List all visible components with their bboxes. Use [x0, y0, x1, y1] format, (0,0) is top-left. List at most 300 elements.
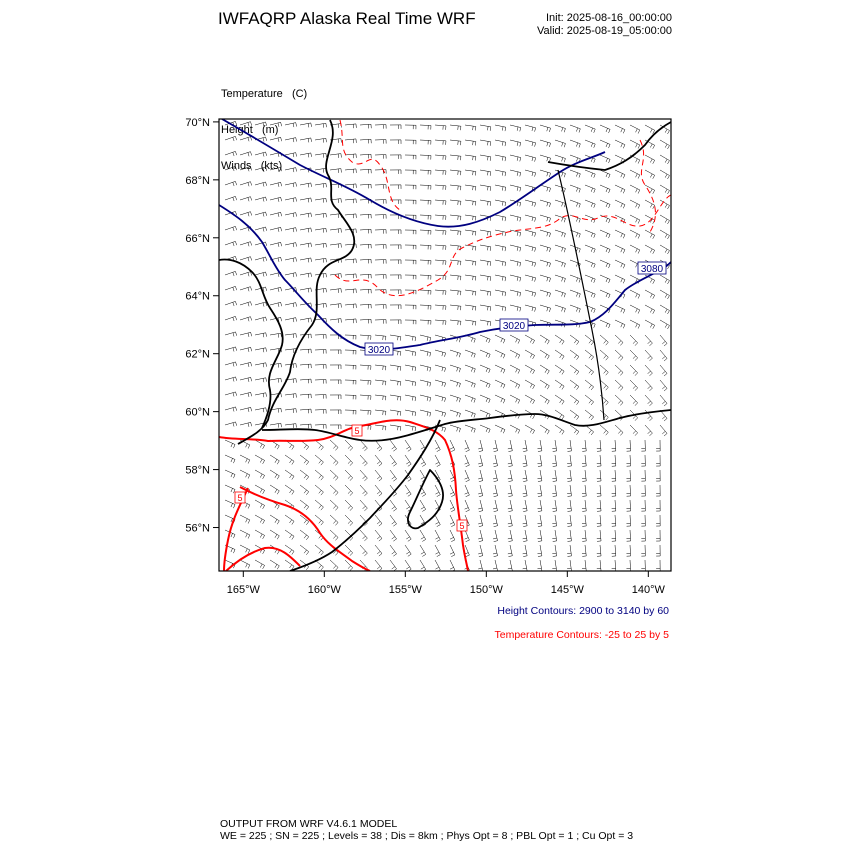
wind-barb	[570, 200, 580, 208]
wind-barb	[626, 515, 630, 526]
wind-barb	[615, 365, 623, 375]
wind-barb	[345, 395, 356, 399]
wind-barb	[330, 289, 341, 293]
wind-barb	[240, 362, 252, 367]
wind-barb	[656, 545, 660, 556]
lat-label: 58°N	[185, 464, 210, 477]
wind-barb	[270, 455, 279, 464]
wind-barb	[360, 139, 371, 143]
wind-barb	[330, 319, 341, 323]
wind-barb	[270, 197, 282, 202]
footer-line-2: WE = 225 ; SN = 225 ; Levels = 38 ; Dis = 8km ; Phys Opt = 8 ; PBL Opt = 1 ; Cu Opt = 3	[220, 830, 634, 842]
wind-barb	[450, 140, 461, 145]
wind-barb	[582, 545, 586, 556]
wind-barb	[315, 365, 326, 369]
wind-barb	[480, 185, 491, 191]
wind-barb	[300, 500, 309, 510]
wind-barb	[420, 230, 431, 235]
wind-barb	[345, 259, 356, 263]
wind-barb	[570, 155, 580, 163]
wind-barb	[315, 213, 326, 217]
model-footer	[220, 818, 633, 842]
wind-barb	[495, 275, 506, 281]
wind-barb	[630, 185, 640, 194]
wind-barb	[570, 140, 580, 148]
wind-barb	[300, 364, 311, 368]
wind-barb	[570, 425, 579, 435]
wind-barb	[630, 170, 640, 179]
wind-barb	[405, 335, 416, 341]
wind-barb	[390, 260, 401, 264]
wind-barb	[493, 530, 498, 542]
wind-barb	[375, 440, 382, 451]
wind-barb	[510, 365, 520, 374]
wind-barb	[570, 290, 580, 298]
wind-barb	[270, 137, 282, 142]
wind-barb	[508, 515, 512, 527]
wind-barb	[465, 230, 476, 235]
wind-barb	[345, 455, 353, 466]
wind-barb	[375, 320, 386, 324]
wind-barb	[285, 273, 297, 278]
wind-barb	[450, 380, 460, 387]
wind-barb	[450, 230, 461, 235]
wind-barb	[465, 410, 475, 418]
wind-barb	[225, 136, 237, 141]
wind-barbs	[225, 121, 670, 571]
wind-barb	[375, 305, 386, 309]
wind-barb	[255, 227, 267, 232]
wind-barb	[375, 260, 386, 264]
valid-time: Valid: 2025-08-19_05:00:00	[537, 25, 672, 37]
wind-barb	[630, 125, 640, 134]
wind-barb	[240, 392, 252, 397]
wind-barb	[465, 140, 476, 145]
wind-barb	[641, 530, 645, 541]
wind-barb	[585, 140, 595, 148]
wind-barb	[480, 155, 491, 161]
wind-barb	[420, 560, 426, 571]
wind-barb	[435, 545, 440, 557]
wind-barb	[300, 228, 312, 232]
wind-barb	[615, 125, 625, 133]
wind-barb	[360, 365, 371, 370]
wind-barb	[615, 275, 625, 283]
wind-barb	[345, 365, 356, 369]
wind-barb	[552, 560, 556, 571]
wind-barb	[567, 470, 571, 481]
wind-barb	[405, 155, 416, 159]
contour-labels	[235, 262, 666, 531]
wind-barb	[600, 245, 610, 253]
wind-barb	[405, 410, 416, 416]
wind-barb	[537, 455, 541, 467]
wind-barb	[508, 500, 512, 512]
wind-barb	[255, 302, 267, 307]
wind-barb	[330, 244, 341, 248]
wind-barb	[315, 123, 326, 127]
wind-barb	[645, 245, 655, 254]
wind-barb	[495, 170, 506, 176]
wind-barb	[285, 228, 297, 233]
wind-barb	[465, 365, 475, 373]
wind-barb	[240, 455, 250, 464]
wind-barb	[240, 332, 252, 337]
wind-barb	[390, 230, 401, 234]
wind-barb	[480, 395, 490, 403]
wind-barb	[390, 335, 401, 341]
wind-barb	[612, 455, 616, 466]
wind-barb	[225, 470, 235, 478]
wind-barb	[645, 290, 655, 299]
wind-barb	[330, 410, 341, 414]
wind-barb	[345, 169, 356, 173]
wind-barb	[585, 335, 594, 345]
wind-barb	[405, 395, 416, 401]
wind-barb	[660, 140, 670, 149]
wind-barb	[315, 425, 326, 429]
wind-barb	[255, 560, 265, 569]
wind-barb	[600, 185, 610, 193]
wind-barb	[330, 365, 341, 369]
wind-barb	[641, 470, 645, 481]
wind-barb	[465, 380, 475, 388]
wind-barb	[660, 380, 667, 391]
wind-barb	[570, 395, 579, 405]
wind-barb	[525, 170, 536, 177]
wind-barb	[435, 155, 446, 160]
wind-barb	[330, 455, 338, 465]
wind-barb	[330, 560, 338, 570]
wind-barb	[420, 410, 431, 416]
wind-barb	[600, 140, 610, 148]
wind-barb	[285, 138, 297, 143]
wind-barb	[478, 560, 483, 572]
temperature-contour-note: Temperature Contours: -25 to 25 by 5	[494, 629, 669, 641]
wind-barb	[555, 230, 565, 237]
wind-barb	[615, 335, 623, 345]
wind-barb	[645, 320, 655, 329]
wind-barb	[240, 560, 250, 569]
wind-barb	[585, 380, 594, 390]
wind-barb	[465, 485, 470, 497]
wind-barb	[630, 320, 640, 329]
wind-barb	[626, 500, 630, 511]
wind-barb	[450, 530, 455, 542]
wind-barb	[225, 485, 235, 493]
wind-barb	[255, 272, 267, 277]
wind-barb	[435, 305, 446, 310]
wind-barb	[537, 440, 541, 452]
wind-barb	[582, 440, 586, 451]
wind-barb	[375, 230, 386, 234]
wind-barb	[600, 320, 610, 328]
wind-barb	[255, 378, 267, 382]
wind-barb	[360, 410, 371, 415]
wind-barb	[300, 138, 312, 142]
wind-barb	[330, 304, 341, 308]
wind-barb	[435, 200, 446, 205]
wind-barb	[645, 155, 655, 164]
wind-barb	[540, 245, 551, 252]
wind-barb	[390, 500, 397, 511]
wind-barb	[240, 317, 252, 322]
wind-barb	[523, 500, 527, 512]
wind-barb	[300, 318, 312, 322]
wind-barb	[508, 485, 512, 497]
wind-barb	[510, 260, 521, 266]
wind-barb	[600, 335, 608, 345]
wind-barb	[405, 200, 416, 204]
wind-barb	[555, 365, 564, 374]
wind-barb	[570, 185, 580, 193]
wind-barb	[270, 470, 279, 479]
wind-barb	[570, 350, 579, 360]
wind-barb	[585, 125, 595, 133]
wind-barb	[645, 305, 655, 314]
wind-barb	[493, 470, 498, 482]
wind-barb	[597, 545, 601, 556]
wind-barb	[567, 545, 571, 556]
wind-barb	[600, 290, 610, 298]
wind-barb	[420, 275, 431, 280]
wind-barb	[330, 350, 341, 354]
wind-barb	[225, 166, 237, 171]
wind-barb	[390, 245, 401, 249]
wind-barb	[240, 287, 252, 292]
wind-barb	[315, 198, 326, 202]
lon-label: 145°W	[550, 584, 584, 596]
wind-barb	[465, 440, 470, 452]
wind-barb	[375, 545, 382, 556]
wind-barb	[270, 122, 282, 127]
wind-barb	[225, 377, 237, 382]
temp-contour-solid-south	[240, 487, 370, 571]
wind-barb	[375, 530, 382, 541]
wind-barb	[540, 125, 551, 132]
wind-barb	[480, 230, 491, 236]
wind-barb	[390, 515, 397, 526]
wind-barb	[525, 335, 535, 344]
wind-barb	[360, 530, 367, 541]
wind-barb	[537, 485, 541, 497]
wind-barb	[615, 425, 623, 435]
wind-barb	[360, 440, 367, 451]
islands-kodiak	[408, 470, 443, 528]
wind-barb	[315, 455, 323, 465]
wind-barb	[615, 245, 625, 253]
wind-barb	[510, 305, 521, 311]
wind-barb	[582, 470, 586, 481]
wind-barb	[225, 316, 237, 321]
wind-barb	[345, 139, 356, 143]
wind-barb	[478, 485, 483, 497]
wind-barb	[630, 395, 638, 406]
wind-barb	[537, 500, 541, 512]
coastlines	[219, 120, 671, 571]
wind-barb	[345, 410, 356, 414]
wind-barb	[540, 215, 551, 222]
wind-barb	[420, 200, 431, 205]
wind-barb	[420, 125, 431, 130]
field-height: Height (m)	[221, 124, 279, 136]
wind-barb	[255, 122, 267, 127]
wind-barb	[255, 515, 265, 524]
wind-barb	[300, 530, 309, 540]
wind-barb	[435, 170, 446, 175]
wind-barb	[510, 350, 520, 359]
height-label-2: 3020	[502, 321, 526, 332]
wind-barb	[480, 335, 490, 343]
wind-barb	[450, 305, 461, 310]
wind-barb	[375, 245, 386, 249]
wind-barb	[597, 440, 601, 451]
wind-barb	[480, 140, 491, 146]
wind-barb	[495, 395, 505, 403]
wind-barb	[480, 260, 491, 266]
wind-barb	[420, 530, 426, 541]
wind-barb	[420, 365, 431, 371]
wind-barb	[345, 380, 356, 384]
wind-barb	[626, 470, 630, 481]
wind-barb	[495, 185, 506, 191]
wind-barb	[495, 215, 506, 221]
wind-barb	[270, 485, 279, 494]
wind-barb	[478, 440, 483, 452]
wind-barb	[555, 140, 565, 147]
wind-barb	[300, 213, 312, 217]
height-label-3: 3020	[367, 345, 391, 356]
wind-barb	[270, 287, 282, 292]
wind-barb	[225, 241, 237, 246]
wind-barb	[240, 152, 252, 157]
wind-barb	[555, 320, 565, 327]
wind-barb	[405, 305, 416, 309]
wind-barb	[656, 560, 660, 571]
wind-barb	[645, 425, 652, 436]
wind-barb	[405, 530, 411, 541]
wind-barb	[612, 545, 616, 556]
wind-barb	[375, 215, 386, 219]
wind-barb	[405, 140, 416, 144]
wind-barb	[255, 500, 265, 509]
wind-barb	[480, 320, 491, 326]
wind-barb	[626, 545, 630, 556]
wind-barb	[630, 305, 640, 314]
wind-barb	[450, 545, 455, 557]
wind-barb	[405, 125, 416, 129]
wind-barb	[465, 530, 470, 542]
wind-barb	[555, 290, 565, 297]
wind-barb	[420, 395, 431, 401]
wind-barb	[626, 440, 630, 451]
wind-barb	[615, 185, 625, 193]
wind-barb	[552, 470, 556, 481]
wind-barb	[585, 305, 595, 313]
wind-barb	[315, 335, 326, 339]
wind-barb	[315, 168, 326, 172]
wind-barb	[375, 560, 382, 571]
wind-barb	[612, 440, 616, 451]
wind-barb	[600, 260, 610, 268]
wind-barb	[225, 347, 237, 352]
wind-barb	[660, 305, 670, 314]
plot-frame	[219, 119, 671, 571]
wind-barb	[540, 350, 549, 359]
wind-barb	[525, 155, 536, 162]
wind-barb	[645, 215, 655, 224]
wind-barb	[478, 455, 483, 467]
wind-barb	[555, 155, 565, 162]
wind-barb	[630, 365, 638, 376]
wind-barb	[315, 183, 326, 187]
wind-barb	[495, 155, 506, 161]
wind-barb	[420, 215, 431, 220]
wind-barb	[375, 485, 382, 496]
wind-barb	[525, 305, 536, 312]
wind-barb	[420, 245, 431, 250]
wind-barb	[525, 260, 536, 267]
wind-barb	[630, 245, 640, 254]
wind-barb	[540, 185, 551, 192]
wind-barb	[510, 125, 521, 131]
wind-barb	[450, 170, 461, 175]
wind-barb	[555, 200, 565, 207]
wind-barb	[478, 545, 483, 557]
wind-barb	[612, 515, 616, 526]
wind-barb	[465, 185, 476, 190]
wind-barb	[435, 350, 446, 357]
lat-label: 68°N	[185, 174, 210, 187]
wind-barb	[435, 455, 440, 467]
lat-label: 60°N	[185, 406, 210, 419]
wind-barb	[552, 440, 556, 451]
wind-barb	[480, 410, 490, 418]
wind-barb	[585, 365, 594, 375]
wind-barb	[523, 515, 527, 527]
wind-barb	[495, 140, 506, 146]
wind-barb	[508, 455, 512, 467]
wind-barb	[345, 545, 353, 556]
wind-barb	[405, 380, 416, 386]
wind-barb	[300, 379, 311, 383]
lon-label: 165°W	[226, 584, 260, 596]
wind-barb	[225, 301, 237, 306]
wind-barb	[360, 500, 367, 511]
wind-barb	[478, 470, 483, 482]
wind-barb	[525, 140, 536, 147]
wind-barb	[523, 545, 527, 557]
wind-barb	[285, 213, 297, 218]
wind-barb	[225, 226, 237, 231]
wind-barb	[585, 230, 595, 238]
wind-barb	[480, 125, 491, 131]
wind-barb	[523, 560, 527, 572]
wind-barb	[240, 122, 252, 127]
wind-barb	[540, 305, 551, 312]
wind-barb	[510, 245, 521, 251]
wind-barb	[360, 259, 371, 263]
wind-barb	[255, 455, 265, 464]
wind-barb	[612, 530, 616, 541]
wind-barb	[465, 155, 476, 160]
wind-barb	[645, 395, 652, 406]
wind-barb	[495, 380, 505, 388]
wind-barb	[360, 395, 371, 400]
wind-barb	[405, 440, 411, 451]
wind-barb	[420, 335, 431, 341]
wind-barb	[240, 197, 252, 202]
